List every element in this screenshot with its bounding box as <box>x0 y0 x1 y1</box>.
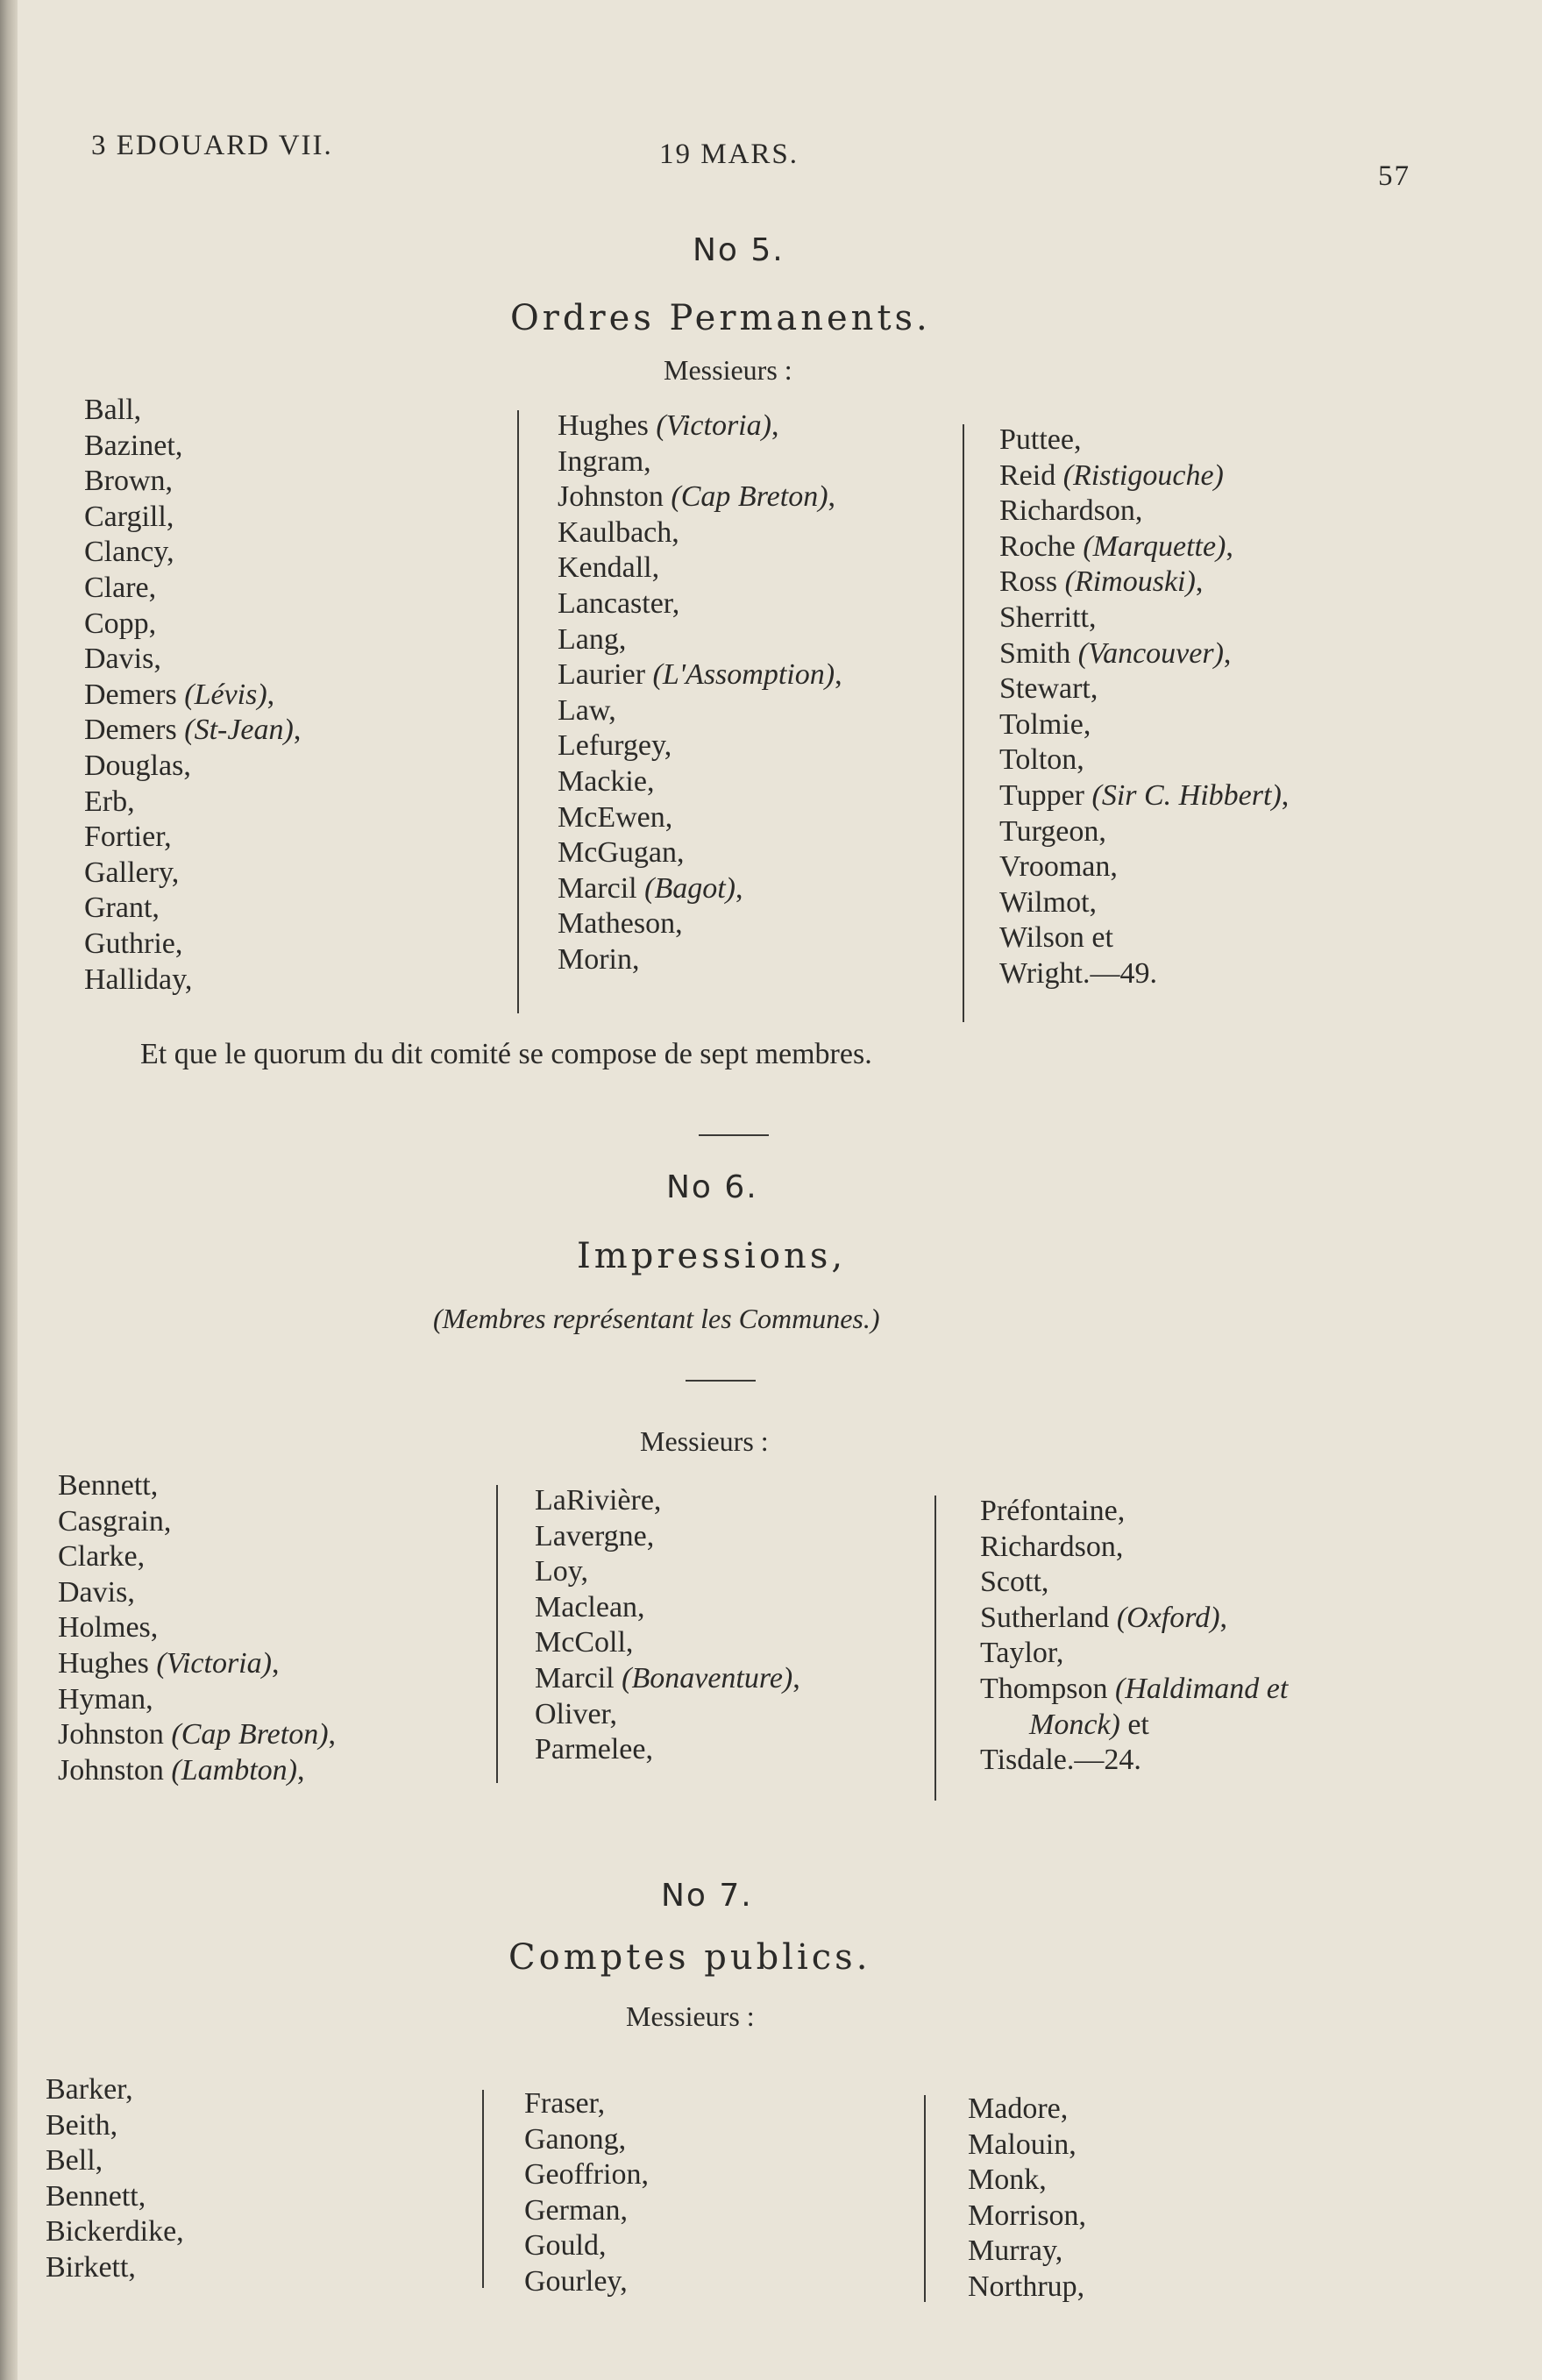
member-name: Tolton, <box>999 743 1084 777</box>
member-name: Reid (Ristigouche) <box>999 458 1224 492</box>
member-name: Kaulbach, <box>558 515 679 549</box>
column-divider <box>924 2095 926 2302</box>
member-name: Ross (Rimouski), <box>999 565 1204 599</box>
column-divider <box>482 2090 484 2288</box>
member-name: Clarke, <box>58 1540 146 1574</box>
member-name: Clancy, <box>84 536 174 569</box>
member-name: Ball, <box>84 394 142 426</box>
member-name: McEwen, <box>558 800 673 834</box>
member-name: Law, <box>558 693 616 727</box>
section-6-subtitle: (Membres représentant les Communes.) <box>433 1303 880 1334</box>
member-name: Wright.—49. <box>999 956 1157 990</box>
section-5-salutation: Messieurs : <box>664 354 792 386</box>
member-name: Johnston (Cap Breton), <box>58 1718 337 1751</box>
member-name: Bell, <box>46 2144 103 2178</box>
section-separator <box>699 1134 769 1136</box>
column-divider <box>963 424 964 1022</box>
section-6-salutation: Messieurs : <box>640 1425 769 1457</box>
member-name: Tolmie, <box>999 707 1091 741</box>
section-5-column-2 <box>558 409 842 978</box>
member-name: Johnston (Lambton), <box>58 1753 305 1787</box>
member-name: Préfontaine, <box>980 1495 1126 1527</box>
member-name: Hughes (Victoria), <box>58 1646 280 1680</box>
member-name: Fortier, <box>84 821 172 854</box>
member-name: Northrup, <box>968 2270 1085 2303</box>
section-7-column-2 <box>524 2086 649 2300</box>
member-name: Matheson, <box>558 907 683 941</box>
member-name: Gourley, <box>524 2264 628 2298</box>
member-name: Sutherland (Oxford), <box>980 1601 1228 1634</box>
section-separator <box>686 1380 756 1382</box>
section-7-salutation: Messieurs : <box>626 2000 755 2032</box>
column-divider <box>496 1485 498 1783</box>
member-name: Hyman, <box>58 1682 153 1716</box>
member-name: German, <box>524 2193 629 2227</box>
member-name: Tupper (Sir C. Hibbert), <box>999 778 1290 812</box>
member-name: Morrison, <box>968 2199 1087 2232</box>
member-name: Taylor, <box>980 1637 1064 1670</box>
member-name: Vrooman, <box>999 850 1118 884</box>
member-name: Birkett, <box>46 2250 136 2284</box>
section-5-number: No 5. <box>693 232 785 268</box>
member-name: Sherritt, <box>999 600 1097 634</box>
member-name: Monk, <box>968 2163 1047 2197</box>
member-name: Gallery, <box>84 856 180 889</box>
header-date: 19 MARS. <box>659 139 799 170</box>
member-name: Erb, <box>84 785 135 818</box>
member-name: Demers (St-Jean), <box>84 714 302 747</box>
member-name: Parmelee, <box>535 1733 653 1766</box>
member-name: Guthrie, <box>84 927 183 960</box>
header-left: 3 EDOUARD VII. <box>91 130 333 161</box>
member-name: Bennett, <box>58 1469 159 1502</box>
member-name: Stewart, <box>999 672 1098 706</box>
member-name: Halliday, <box>84 963 193 996</box>
member-name: Johnston (Cap Breton), <box>558 480 836 514</box>
member-name: Lavergne, <box>535 1519 655 1552</box>
member-name: LaRivière, <box>535 1484 662 1517</box>
section-5-column-3 <box>999 423 1289 992</box>
section-6-column-2 <box>535 1483 800 1768</box>
member-name: Madore, <box>968 2092 1069 2125</box>
member-name: Turgeon, <box>999 814 1106 848</box>
page-binding-edge <box>0 0 18 2380</box>
section-7-column-1 <box>46 2072 184 2286</box>
member-name: Bazinet, <box>84 429 183 462</box>
member-name: Scott, <box>980 1566 1049 1599</box>
member-name: Lancaster, <box>558 586 680 620</box>
member-name: Wilmot, <box>999 885 1098 919</box>
member-name: Hughes (Victoria), <box>558 409 779 442</box>
member-name: Copp, <box>84 607 157 640</box>
member-name: Richardson, <box>999 494 1143 528</box>
member-name: Marcil (Bagot), <box>558 871 743 905</box>
member-name: Morin, <box>558 942 640 976</box>
member-name: Loy, <box>535 1555 589 1588</box>
member-name: Lang, <box>558 622 627 656</box>
member-name: Maclean, <box>535 1590 645 1623</box>
member-name: Puttee, <box>999 423 1082 456</box>
member-name: McColl, <box>535 1626 634 1659</box>
member-name: Lefurgey, <box>558 729 672 763</box>
member-name: Ingram, <box>558 444 651 478</box>
section-6-column-1 <box>58 1468 336 1788</box>
member-name: Smith (Vancouver), <box>999 636 1232 670</box>
section-7-title: Comptes publics. <box>508 1937 871 1978</box>
member-name: Ganong, <box>524 2122 627 2156</box>
section-7-number: No 7. <box>661 1878 753 1914</box>
section-7-column-3 <box>968 2092 1086 2305</box>
member-name: Bickerdike, <box>46 2215 184 2249</box>
member-name: Wilson et <box>999 921 1113 955</box>
member-name: Richardson, <box>980 1530 1124 1563</box>
member-name: Mackie, <box>558 764 655 798</box>
member-name: Gould, <box>524 2229 607 2263</box>
section-5-title: Ordres Permanents. <box>510 298 931 338</box>
member-name: Geoffrion, <box>524 2158 649 2192</box>
column-divider <box>517 410 519 1013</box>
page-number: 57 <box>1378 160 1411 192</box>
member-name: Casgrain, <box>58 1504 172 1538</box>
member-name: Brown, <box>84 465 174 498</box>
member-name: Davis, <box>84 643 161 676</box>
member-name: Demers (Lévis), <box>84 678 275 711</box>
member-name: Holmes, <box>58 1611 159 1645</box>
member-name: Oliver, <box>535 1697 617 1730</box>
member-name: Tisdale.—24. <box>980 1744 1141 1777</box>
member-name: Douglas, <box>84 749 191 782</box>
section-6-number: No 6. <box>666 1169 758 1205</box>
member-name: Fraser, <box>524 2087 606 2120</box>
section-6-title: Impressions, <box>577 1236 847 1276</box>
member-name: Roche (Marquette), <box>999 529 1233 563</box>
member-name: Cargill, <box>84 500 174 533</box>
member-name: McGugan, <box>558 836 685 870</box>
member-name: Barker, <box>46 2073 133 2106</box>
member-name: Thompson (Haldimand et <box>980 1672 1289 1705</box>
member-name: Clare, <box>84 571 157 604</box>
member-name: Bennett, <box>46 2179 146 2213</box>
column-divider <box>934 1495 936 1801</box>
section-6-column-3 <box>980 1494 1288 1779</box>
quorum-statement: Et que le quorum du dit comité se compose de sept membres. <box>140 1038 872 1070</box>
member-name: Monck) et <box>1029 1708 1149 1741</box>
member-name: Kendall, <box>558 551 660 585</box>
member-name: Laurier (L'Assomption), <box>558 658 842 692</box>
member-name: Murray, <box>968 2234 1063 2268</box>
member-name: Davis, <box>58 1575 135 1609</box>
member-name: Grant, <box>84 892 160 925</box>
section-5-column-1 <box>84 393 301 998</box>
member-name: Malouin, <box>968 2128 1077 2161</box>
member-name: Beith, <box>46 2108 118 2142</box>
member-name: Marcil (Bonaventure), <box>535 1661 800 1694</box>
